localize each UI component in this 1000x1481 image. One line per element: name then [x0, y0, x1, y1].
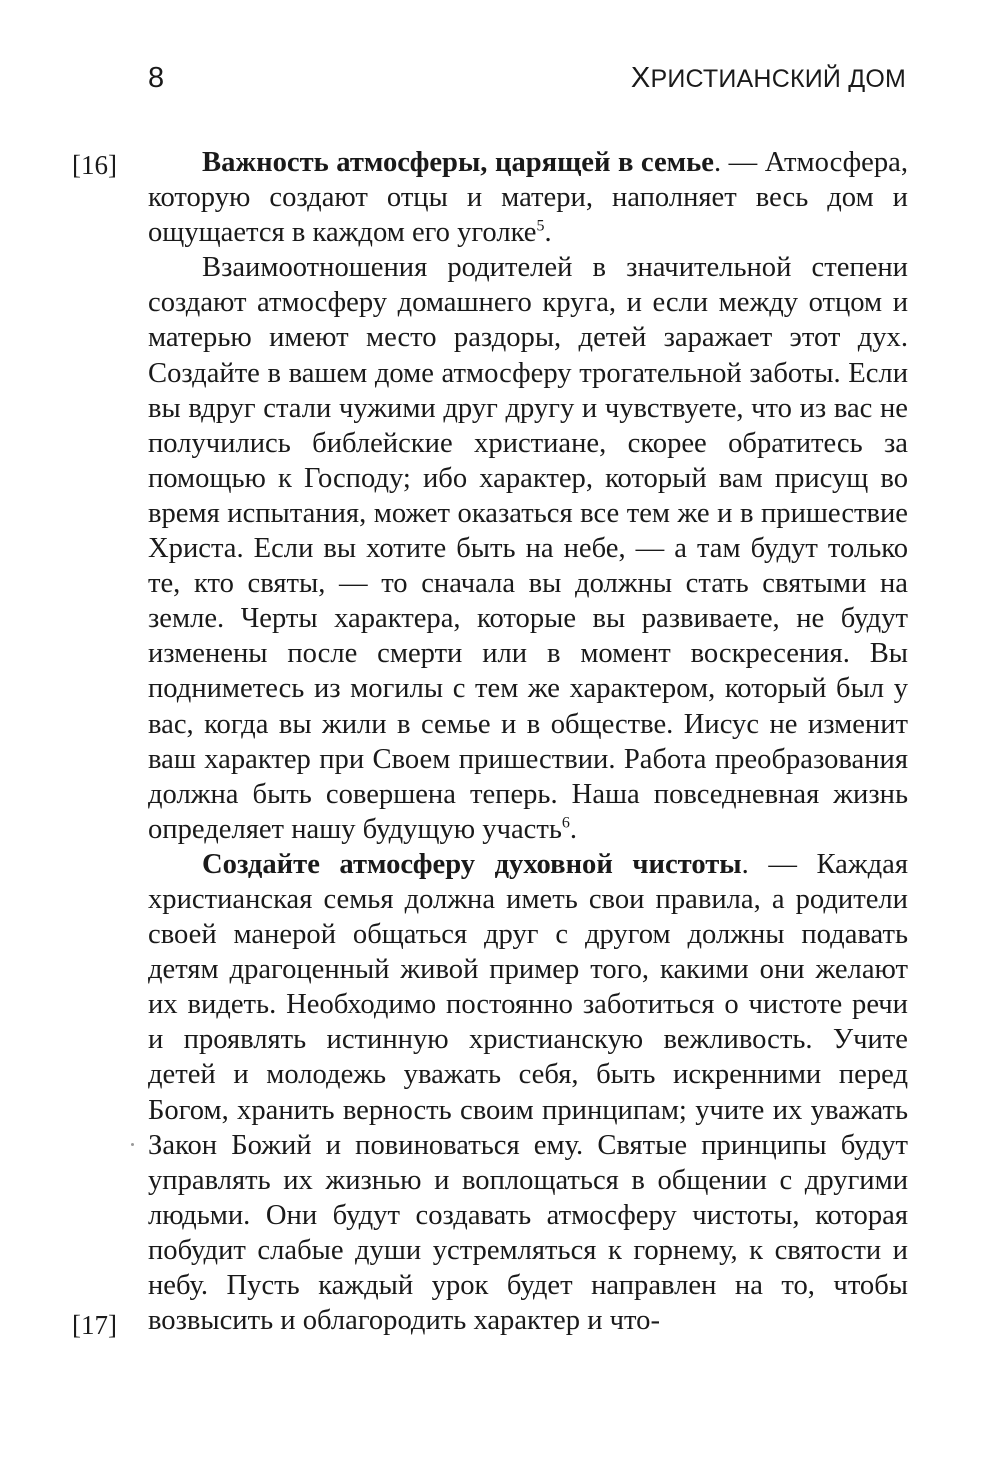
paragraph-2-end: .: [569, 813, 578, 845]
page-speck: [131, 1143, 134, 1146]
paragraph-2: [148, 250, 908, 847]
margin-ref-17: [17]: [72, 1310, 117, 1340]
footnote-ref-6: 6: [561, 814, 570, 832]
running-title: [631, 62, 906, 95]
body-text: [148, 145, 908, 1338]
paragraph-1-heading: Важность атмосферы, царящей в семье: [202, 147, 714, 178]
paragraph-3-heading: Создайте атмосферу духовной чистоты: [202, 848, 742, 880]
paragraph-1-text: . — Атмосфера, которую создают отцы и матери, наполняет весь дом и ощущается в каждом его уголке: [148, 147, 908, 249]
paragraph-3: [148, 847, 908, 1338]
paragraph-1: [148, 145, 908, 250]
footnote-ref-5: 5: [536, 217, 545, 235]
running-header: [0, 62, 1000, 102]
page-number: 8: [148, 62, 165, 94]
margin-ref-16: [16]: [72, 150, 117, 180]
paragraph-1-end: .: [544, 217, 552, 249]
running-title-cap: Х: [630, 62, 651, 94]
paragraph-3-text: . — Каждая христианская семья должна иметь свои правила, а родители своей манерой общаться друг с другом должны подавать детям драгоценный живой пример того, какими они желают их видеть. Необходимо постоянно заботиться о чистоте речи и проявлять истинную христианскую вежливость. Учите детей и молодежь уважать себя, быть искренними перед Богом, хранить верность своим принципам; учите их уважать Закон Божий и повиноваться ему. Святые принципы будут управлять их жизнью и воплощаться в общении с другими людьми. Они будут создавать атмосферу чистоты, которая побудит слабые души устремляться к горнему, к святости и небу. Пусть каждый урок будет направлен на то, чтобы возвысить и облагородить характер и что-: [148, 848, 908, 1337]
paragraph-2-text: Взаимоотношения родителей в значительной степени создают атмосферу домашнего круга, и если между отцом и матерью имеют место раздоры, детей заражает этот дух. Создайте в вашем доме атмосферу трогательной заботы. Если вы вдруг стали чужими друг другу и чувствуете, что из вас не получились библейские христиане, скорее обратитесь за помощью к Господу; ибо характер, который вам присущ во время испытания, может оказаться все тем же и в пришествие Христа. Если вы хотите быть на небе, — а там будут только те, кто святы, — то сначала вы должны стать святыми на земле. Черты характера, которые вы развиваете, не будут изменены после смерти или в момент воскресения. Вы подниметесь из могилы с тем же характером, который был у вас, когда вы жили в семье и в обществе. Иисус не изменит ваш характер при Своем пришествии. Работа преобразования должна быть совершена теперь. Наша повседневная жизнь определяет нашу будущую участь: [148, 252, 908, 845]
running-title-rest: РИСТИАНСКИЙ ДОМ: [650, 65, 906, 93]
